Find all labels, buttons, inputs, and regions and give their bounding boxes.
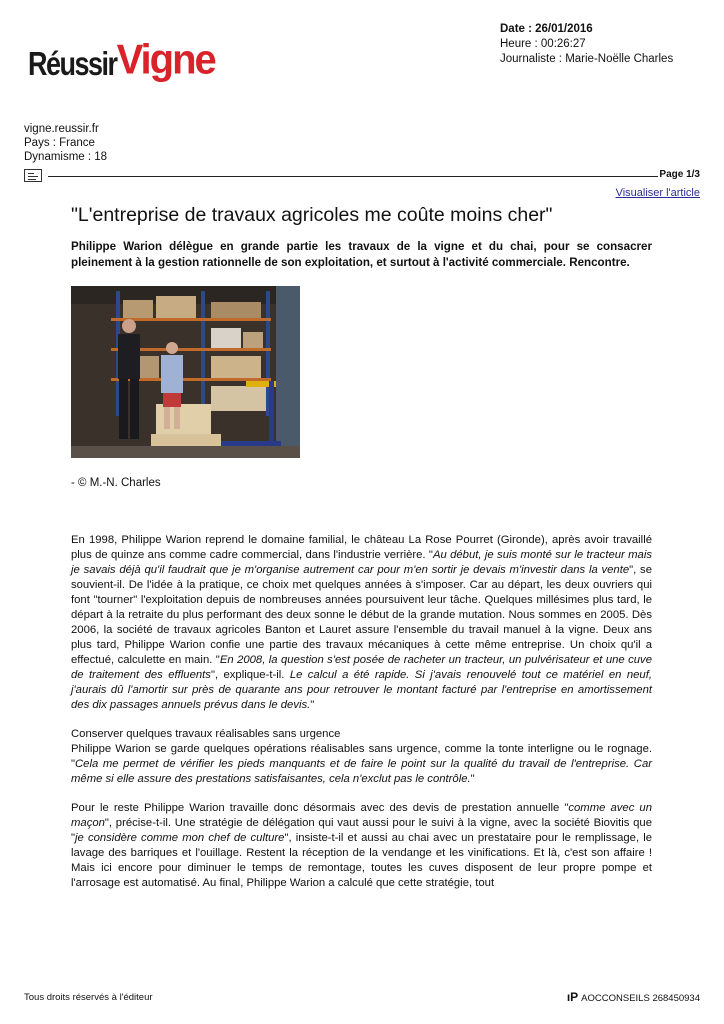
text-run: Philippe Warion se garde quelques opérations réalisables sans urgence, comme la tonte interligne ou le rognage. " — [71, 743, 652, 770]
quote-run: je considère comme mon chef de culture — [75, 832, 285, 844]
article-subheading: Conserver quelques travaux réalisables sans urgence — [71, 728, 341, 740]
text-run: En 1998, Philippe Warion reprend le domaine familial, le château La Rose Pourret (Gironde), après avoir travaillé plus de quinze ans comme cadre commercial, dans l'industrie verrière. " — [71, 534, 652, 561]
divider-line — [48, 176, 658, 177]
logo-text-reussir: Réussir — [28, 45, 117, 83]
page-number: Page 1/3 — [659, 169, 700, 180]
quote-run: Au début, je suis monté sur le tracteur mais je savais déjà qu'il faudrait que je m'organise autrement car pour m'en sortir je devais m'investir dans la vente — [71, 549, 652, 576]
footer-rights: Tous droits réservés à l'éditeur — [24, 992, 153, 1003]
text-run: ", insiste-t-il et aussi au chai avec un prestataire pour le remplissage, le lavage des barriques et l'ouillage. Restent la réception de la vendange et les vinifications. Et là, c'est son affaire ! Mais ici encore pour diminuer le temps de remontage, toutes les cuves disposent de leur propre pompe et l'arrosage est automatisé. Au final, Philippe Warion a calculé que cette stratégie, tout — [71, 832, 653, 889]
paragraph-2 — [71, 742, 652, 787]
journalist-label: Journaliste : Marie-Noëlle Charles — [500, 53, 674, 65]
article-photo — [71, 286, 300, 458]
source-site: vigne.reussir.fr — [24, 123, 99, 135]
article-title: "L'entreprise de travaux agricoles me coûte moins cher" — [71, 204, 553, 226]
header-rule — [24, 168, 700, 184]
text-run: Pour le reste Philippe Warion travaille donc désormais avec des devis de prestation annuelle " — [71, 802, 569, 814]
view-article-link[interactable]: Visualiser l'article — [615, 187, 700, 199]
quote-run: Cela me permet de vérifier les pieds manquants et de faire le point sur la qualité du travail de l'entreprise. Car même si elle assure des prestations satisfaisantes, cela n'exclut pas le contrôle. — [71, 758, 652, 785]
text-run: " — [310, 699, 315, 711]
article-meta — [500, 22, 673, 67]
time-label: Heure : 00:26:27 — [500, 38, 586, 50]
text-run: ", se souvient-il. De l'idée à la pratique, ce choix met quelques années à s'imposer. Car au départ, les deux ouvriers qui font "tourner" l'exploitation depuis de nombreuses années poursuivent leur tâche. Quelques millésimes plus tard, le départ à la retraite du plus performant des deux sonne le début de la grande mutation. Nous sommes en 2005. Dès 2006, la société de travaux agricoles Banton et Lauret assure l'ensemble du travail manuel à la vigne. Deux ans plus tard, Philippe Warion confie une partie des travaux mécaniques à cette même entreprise. Un choix qu'il a effectué, calculette en main. " — [71, 564, 652, 666]
date-label: Date : 26/01/2016 — [500, 23, 593, 35]
document-icon — [24, 169, 42, 182]
article-body — [71, 533, 652, 905]
footer-code — [567, 990, 700, 1004]
publisher-mark-icon: ıP — [566, 990, 579, 1004]
source-dynamism: Dynamisme : 18 — [24, 151, 108, 163]
quote-run: En 2008, la question s'est posée de racheter un tracteur, un pulvérisateur et une cuve de traitement des effluents — [71, 654, 652, 681]
paragraph-3 — [71, 801, 652, 891]
article-lead: Philippe Warion délègue en grande partie les travaux de la vigne et du chai, pour se consacrer pleinement à la gestion rationnelle de son exploitation, et surtout à l'activité commerciale. Rencontre. — [71, 240, 652, 269]
footer-code-text: AOCCONSEILS 268450934 — [581, 993, 700, 1004]
source-info — [24, 122, 107, 164]
text-run: ", précise-t-il. Une stratégie de délégation qui vaut aussi pour le suivi à la vigne, avec la société Biovitis que " — [71, 817, 652, 844]
quote-run: comme avec un maçon — [71, 802, 653, 829]
logo-text-vigne: Vigne — [116, 36, 215, 84]
quote-run: Le calcul a été rapide. Si j'avais renouvelé tout ce matériel en neuf, j'aurais dû l'amortir sur près de quarante ans pour retrouver le montant facturé par l'entreprise en amortissement des dix passages annuels prévus dans le devis. — [71, 669, 652, 711]
warehouse-photo-illustration — [71, 286, 300, 458]
text-run: ", explique-t-il. — [210, 669, 290, 681]
text-run: " — [470, 773, 475, 785]
publication-logo — [28, 38, 215, 94]
paragraph-1 — [71, 533, 652, 713]
photo-credit: - © M.-N. Charles — [71, 477, 161, 489]
source-country: Pays : France — [24, 137, 95, 149]
